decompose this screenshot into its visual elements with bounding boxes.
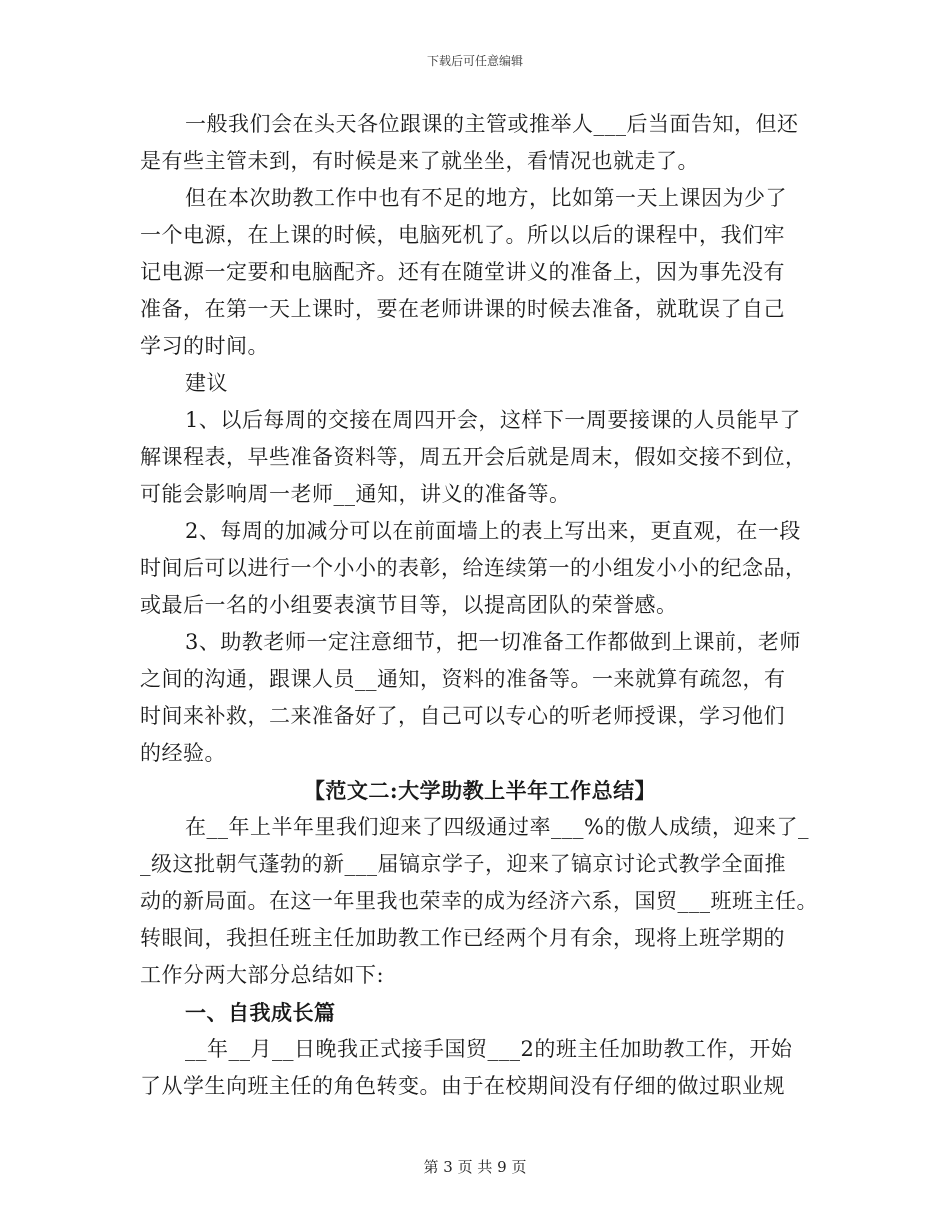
- text-line: 建议: [185, 371, 228, 395]
- text-line: 时间来补救，二来准备好了，自己可以专心的听老师授课，学习他们: [140, 704, 785, 728]
- text-line: 准备，在第一天上课时，要在老师讲课的时候去准备，就耽误了自己: [140, 297, 785, 321]
- text-line: 在__年上半年里我们迎来了四级通过率___%的傲人成绩，迎来了_: [185, 815, 809, 839]
- text-line: 学习的时间。: [140, 334, 269, 358]
- text-line: 转眼间，我担任班主任加助教工作已经两个月有余，现将上班学期的: [140, 926, 785, 950]
- text-line: 的经验。: [140, 741, 226, 765]
- text-line: 一般我们会在头天各位跟课的主管或推举人___后当面告知，但还: [185, 112, 799, 136]
- text-line: 记电源一定要和电脑配齐。还有在随堂讲义的准备上，因为事先没有: [140, 260, 785, 284]
- text-line: 3、助教老师一定注意细节，把一切准备工作都做到上课前，老师: [185, 630, 801, 654]
- text-line: 时间后可以进行一个小小的表彰，给连续第一的小组发小小的纪念品，: [140, 556, 807, 580]
- section-title: 【范文二:大学助教上半年工作总结】: [303, 778, 657, 803]
- text-line: 1、以后每周的交接在周四开会，这样下一周要接课的人员能早了: [185, 408, 801, 432]
- text-line: 或最后一名的小组要表演节目等，以提高团队的荣誉感。: [140, 593, 678, 617]
- text-line: 之间的沟通，跟课人员__通知，资料的准备等。一来就算有疏忽，有: [140, 667, 786, 691]
- text-line: __年__月__日晚我正式接手国贸___2的班主任加助教工作，开始: [185, 1037, 793, 1061]
- text-line: 但在本次助教工作中也有不足的地方，比如第一天上课因为少了: [185, 186, 787, 210]
- text-line: 可能会影响周一老师__通知，讲义的准备等。: [140, 482, 571, 506]
- text-line: 动的新局面。在这一年里我也荣幸的成为经济六系，国贸___班班主任。: [140, 889, 818, 913]
- text-line: 解课程表，早些准备资料等，周五开会后就是周末，假如交接不到位，: [140, 445, 807, 469]
- document-body: [140, 106, 820, 1105]
- page-number: 第 3 页 共 9 页: [423, 1158, 527, 1176]
- text-line: _级这批朝气蓬勃的新___届镐京学子，迎来了镐京讨论式教学全面推: [140, 852, 786, 876]
- text-line: 一个电源，在上课的时候，电脑死机了。所以以后的课程中，我们牢: [140, 223, 785, 247]
- text-line: 工作分两大部分总结如下:: [140, 963, 385, 987]
- subsection-heading: 一、自我成长篇: [185, 1000, 336, 1025]
- text-line: 了从学生向班主任的角色转变。由于在校期间没有仔细的做过职业规: [140, 1074, 785, 1098]
- page-header: 下载后可任意编辑: [426, 54, 523, 68]
- text-line: 是有些主管未到，有时候是来了就坐坐，看情况也就走了。: [140, 149, 699, 173]
- text-line: 2、每周的加减分可以在前面墙上的表上写出来，更直观，在一段: [185, 519, 801, 543]
